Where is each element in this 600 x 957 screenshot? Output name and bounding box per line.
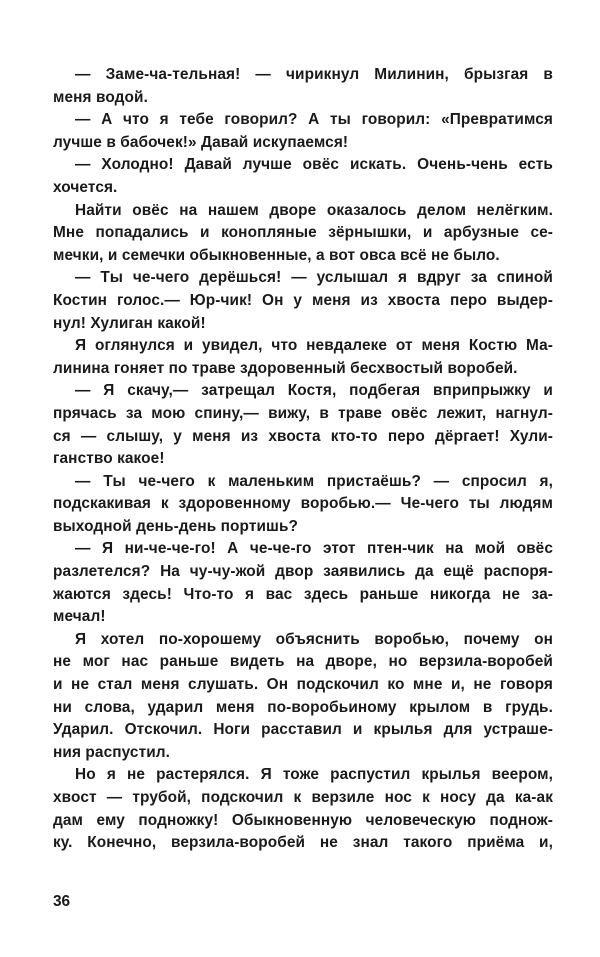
text-line: мечки, и семечки обыкновенные, а вот овса всё не было. — [53, 246, 500, 264]
text-line: подскакивая к здоровенному воробью.— Че-чего ты людям — [53, 495, 553, 513]
text-line: прячась за мою спину,— вижу, в траве овёс лежит, нагнул- — [53, 404, 553, 422]
text-line: — А что я тебе говорил? А ты говорил: «Превратимся — [75, 111, 553, 129]
text-line: выходной день-день портишь? — [53, 517, 299, 535]
text-line: Костин голос.— Юр-чик! Он у меня из хвоста перо выдер- — [53, 291, 553, 309]
text-line: Я хотел по-хорошему объяснить воробью, почему он — [75, 630, 553, 648]
text-line: меня водой. — [53, 88, 148, 106]
text-line: хвост — трубой, подскочил к верзиле нос к носу да ка-ак — [53, 789, 553, 806]
text-line: жаются здесь! Что-то я вас здесь раньше никогда не за- — [53, 585, 553, 603]
text-line: дам ему подножку! Обыкновенную человеческую поднож- — [53, 811, 553, 829]
text-line: — Я ни-че-че-го! А че-че-го этот птен-чик на мой овёс — [75, 540, 553, 558]
text-line: Я оглянулся и увидел, что невдалеке от меня Костю Ма- — [75, 337, 553, 355]
page-number: 36 — [53, 893, 71, 910]
text-line: — Заме-ча-тельная! — чирикнул Милинин, брызгая в — [75, 66, 553, 83]
text-line: лучше в бабочек!» Давай искупаемся! — [53, 133, 349, 151]
text-line: ся — слышу, у меня из хвоста кто-то перо дёргает! Хули- — [53, 427, 553, 445]
text-line: не мог нас раньше видеть на дворе, но верзила-воробей — [53, 653, 553, 671]
text-line: мечал! — [53, 608, 106, 626]
text-line: Но я не растерялся. Я тоже распустил крылья веером, — [75, 766, 553, 784]
text-line: разлетелся? На чу-чу-жой двор заявились да ещё распоря- — [53, 563, 553, 581]
text-line: линина гоняет по траве здоровенный бесхвостый воробей. — [53, 359, 518, 377]
text-line: нул! Хулиган какой! — [53, 314, 206, 332]
text-line: — Ты че-чего к маленьким пристаёшь? — спросил я, — [75, 472, 553, 490]
text-line: ку. Конечно, верзила-воробей не знал такого приёма и, — [53, 834, 553, 852]
text-line: ния распустил. — [53, 743, 171, 761]
text-line: и не стал меня слушать. Он подскочил ко мне и, не говоря — [53, 676, 553, 694]
text-line: Мне попадались и конопляные зёрнышки, и арбузные се- — [53, 224, 553, 242]
text-line: ганство какое! — [53, 450, 165, 468]
text-line: Найти овёс на нашем дворе оказалось делом нелёгким. — [75, 201, 553, 219]
text-line: — Ты че-чего дерёшься! — услышал я вдруг за спиной — [75, 269, 553, 287]
text-line: — Я скачу,— затрещал Костя, подбегая вприпрыжку и — [75, 382, 553, 400]
text-line: ни слова, ударил меня по-воробьиному крылом в грудь. — [53, 698, 553, 716]
text-line: — Холодно! Давай лучше овёс искать. Очень-чень есть — [75, 156, 553, 174]
page-text — [53, 64, 553, 855]
text-line: Ударил. Отскочил. Ноги расставил и крылья для устраше- — [53, 721, 553, 739]
text-line: хочется. — [53, 178, 118, 196]
